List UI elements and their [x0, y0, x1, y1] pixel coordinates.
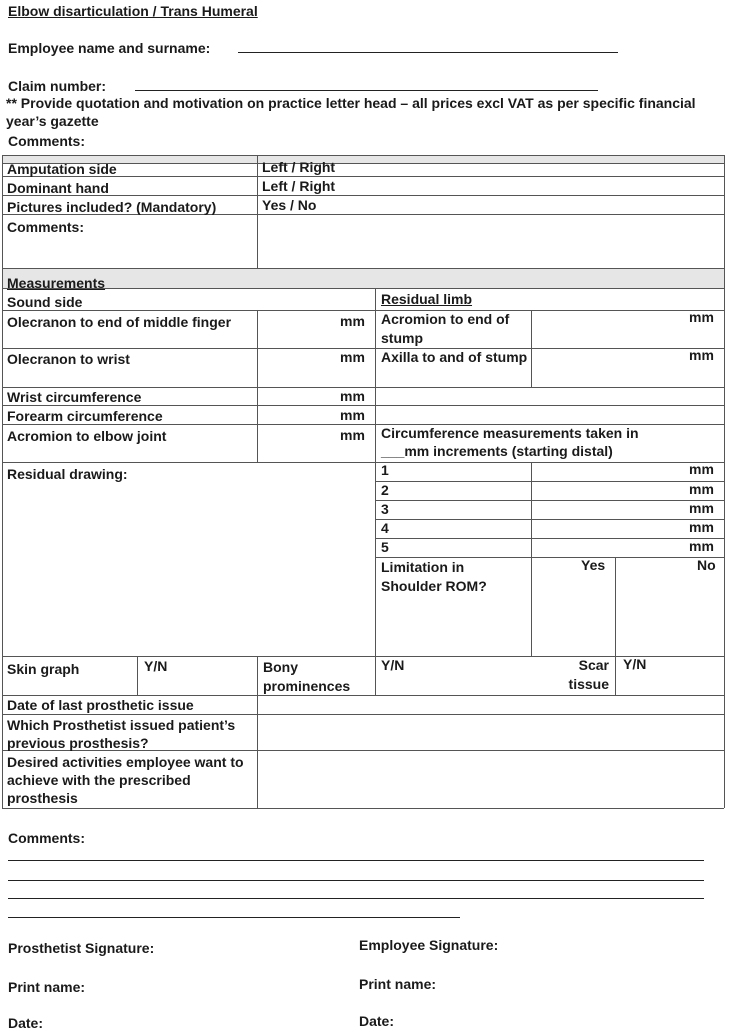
sound-row-forearm-circ: Forearm circumference — [7, 408, 163, 424]
scar-tissue-label: Scar tissue — [568, 657, 609, 692]
desired-activities-field[interactable] — [262, 753, 722, 807]
grid-line — [257, 155, 258, 268]
grid-line — [375, 288, 376, 695]
increment-4: 4 — [381, 520, 389, 536]
dominant-hand-label: Dominant hand — [7, 180, 109, 196]
grid-line — [375, 481, 724, 482]
grid-line — [2, 268, 724, 269]
grid-line — [531, 462, 532, 656]
skin-graph-yn[interactable]: Y/N — [144, 658, 168, 674]
sound-row-olecranon-finger: Olecranon to end of middle finger — [7, 314, 232, 330]
employee-name-line[interactable] — [238, 52, 618, 53]
employee-date-label: Date: — [359, 1013, 395, 1029]
limitation-yes[interactable]: Yes — [581, 557, 606, 573]
grid-line — [615, 557, 616, 695]
unit-mm: mm — [689, 347, 714, 363]
prosthetist-print-name-label: Print name: — [8, 979, 86, 995]
grid-line — [531, 310, 532, 387]
bony-prominences-yn[interactable]: Y/N — [381, 657, 405, 673]
grid-line — [2, 405, 724, 406]
residual-limb-heading: Residual limb — [381, 291, 473, 307]
unit-mm: mm — [340, 388, 365, 404]
unit-mm: mm — [689, 309, 714, 325]
employee-name-label: Employee name and surname: — [8, 40, 211, 56]
claim-number-label: Claim number: — [8, 78, 107, 94]
sound-side-heading: Sound side — [7, 294, 83, 310]
prosthetist-date-label: Date: — [8, 1015, 44, 1031]
measurements-title: Measurements — [7, 275, 106, 291]
footer-comments-label: Comments: — [8, 830, 86, 846]
comment-line[interactable] — [8, 898, 704, 899]
limitation-label: Limitation in Shoulder ROM? — [381, 559, 487, 594]
info-comments-label: Comments: — [7, 219, 85, 235]
grid-line — [2, 462, 724, 463]
comment-line[interactable] — [8, 880, 704, 881]
employee-signature-label: Employee Signature: — [359, 937, 499, 953]
last-issue-label: Date of last prosthetic issue — [7, 697, 194, 713]
scar-tissue-yn[interactable]: Y/N — [623, 656, 647, 672]
bony-prominences-label: Bony prominences — [263, 659, 351, 694]
unit-mm: mm — [340, 313, 365, 329]
grid-line — [2, 288, 724, 289]
prosthetist-signature-label: Prosthetist Signature: — [8, 940, 155, 956]
residual-row-acromion-stump: Acromion to end of stump — [381, 311, 510, 346]
pictures-value[interactable]: Yes / No — [262, 197, 317, 213]
unit-mm: mm — [689, 461, 714, 477]
grid-line — [2, 808, 724, 809]
which-prosthetist-label: Which Prosthetist issued patient’s previous prosthesis? — [7, 717, 236, 751]
grid-line — [2, 155, 724, 156]
grid-line — [724, 155, 725, 808]
residual-drawing-area[interactable] — [5, 486, 371, 654]
grid-line — [2, 195, 724, 196]
unit-mm: mm — [340, 349, 365, 365]
grid-line — [137, 656, 138, 695]
dominant-hand-value[interactable]: Left / Right — [262, 178, 336, 194]
form-title: Elbow disarticulation / Trans Humeral — [8, 3, 258, 19]
desired-activities-label: Desired activities employee want to achieve with the prescribed prosthesis — [7, 754, 244, 806]
grid-line — [375, 519, 724, 520]
gazette-note: ** Provide quotation and motivation on practice letter head – all prices excl VAT as per specific financial year’s gazette — [6, 95, 696, 129]
sound-row-olecranon-wrist: Olecranon to wrist — [7, 351, 130, 367]
employee-print-name-label: Print name: — [359, 976, 437, 992]
grid-line — [2, 310, 724, 311]
comment-line[interactable] — [8, 860, 704, 861]
residual-row-axilla-stump: Axilla to and of stump — [381, 349, 528, 365]
unit-mm: mm — [689, 538, 714, 554]
increment-3: 3 — [381, 501, 389, 517]
comment-line[interactable] — [8, 917, 460, 918]
residual-drawing-label: Residual drawing: — [7, 466, 128, 482]
grid-line — [375, 500, 724, 501]
circumference-label: Circumference measurements taken in ___mm increments (starting distal) — [381, 425, 639, 459]
increment-2: 2 — [381, 482, 389, 498]
unit-mm: mm — [689, 500, 714, 516]
sound-row-wrist-circ: Wrist circumference — [7, 389, 142, 405]
amputation-side-value[interactable]: Left / Right — [262, 159, 336, 175]
increment-5: 5 — [381, 539, 389, 555]
increment-1: 1 — [381, 462, 389, 478]
which-prosthetist-field[interactable] — [262, 716, 722, 748]
claim-number-line[interactable] — [135, 90, 598, 91]
limitation-no[interactable]: No — [697, 557, 716, 573]
grid-line — [257, 656, 258, 808]
grid-line — [2, 155, 3, 808]
info-comments-field[interactable] — [262, 216, 722, 266]
sound-row-acromion-elbow: Acromion to elbow joint — [7, 428, 167, 444]
pictures-label: Pictures included? (Mandatory) — [7, 199, 217, 215]
skin-graph-label: Skin graph — [7, 661, 80, 677]
grid-line — [257, 310, 258, 462]
header-comments-label: Comments: — [8, 133, 86, 149]
grid-line — [2, 714, 724, 715]
measurements-shade — [2, 268, 724, 288]
unit-mm: mm — [340, 427, 365, 443]
unit-mm: mm — [340, 407, 365, 423]
last-issue-field[interactable] — [262, 697, 722, 713]
unit-mm: mm — [689, 519, 714, 535]
unit-mm: mm — [689, 481, 714, 497]
grid-line — [375, 538, 724, 539]
amputation-side-label: Amputation side — [7, 161, 117, 177]
